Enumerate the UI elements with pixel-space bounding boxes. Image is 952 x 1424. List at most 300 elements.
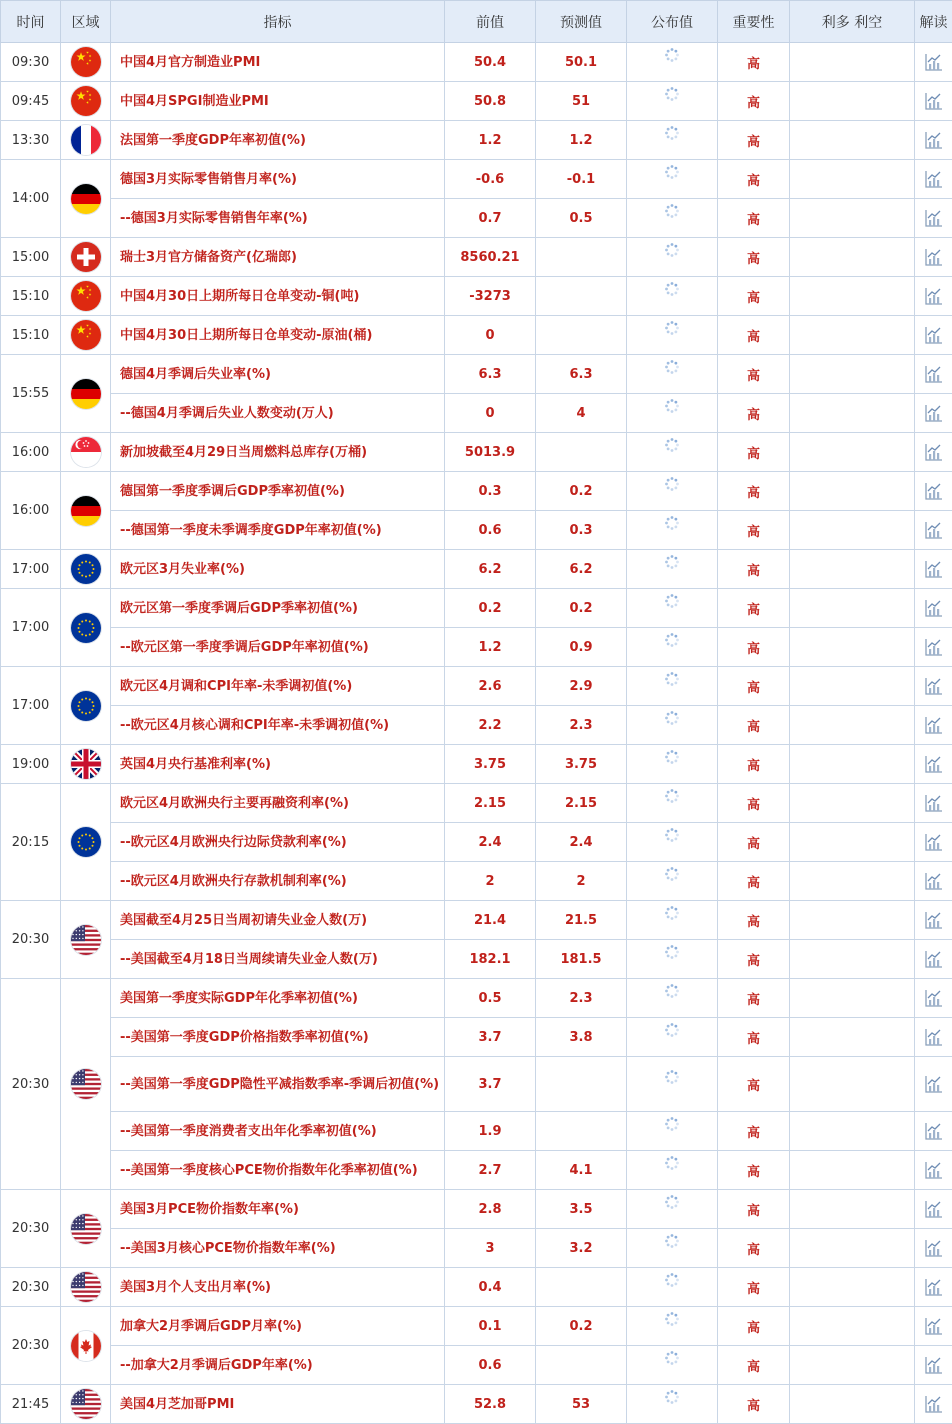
importance-value: 高 bbox=[718, 160, 790, 199]
importance-value: 高 bbox=[718, 355, 790, 394]
region-cell bbox=[61, 238, 111, 277]
chart-icon[interactable] bbox=[924, 52, 944, 72]
previous-value: 0.1 bbox=[445, 1307, 536, 1346]
impact-cell bbox=[790, 940, 915, 979]
analysis-cell bbox=[915, 238, 952, 277]
importance-value: 高 bbox=[718, 43, 790, 82]
chart-icon[interactable] bbox=[924, 442, 944, 462]
event-time: 20:30 bbox=[1, 901, 61, 979]
indicator-name[interactable]: 中国4月30日上期所每日仓单变动-铜(吨) bbox=[111, 277, 445, 316]
actual-value bbox=[627, 1190, 718, 1229]
previous-value: 2.8 bbox=[445, 1190, 536, 1229]
forecast-value bbox=[536, 316, 627, 355]
analysis-cell bbox=[915, 628, 952, 667]
flag-euro-area-icon bbox=[71, 554, 101, 584]
analysis-cell bbox=[915, 1268, 952, 1307]
actual-value bbox=[627, 472, 718, 511]
indicator-name[interactable]: --欧元区第一季度季调后GDP年率初值(%) bbox=[111, 628, 445, 667]
chart-icon[interactable] bbox=[924, 1121, 944, 1141]
chart-icon[interactable] bbox=[924, 1394, 944, 1414]
loading-spinner-icon bbox=[664, 242, 680, 258]
analysis-cell bbox=[915, 667, 952, 706]
calendar-body bbox=[1, 43, 952, 1424]
event-time: 21:45 bbox=[1, 1385, 61, 1424]
event-time: 14:00 bbox=[1, 160, 61, 238]
loading-spinner-icon bbox=[664, 593, 680, 609]
forecast-value: 21.5 bbox=[536, 901, 627, 940]
chart-icon[interactable] bbox=[924, 325, 944, 345]
region-cell bbox=[61, 901, 111, 979]
loading-spinner-icon bbox=[664, 632, 680, 648]
forecast-value: 4 bbox=[536, 394, 627, 433]
importance-value: 高 bbox=[718, 589, 790, 628]
event-time: 17:00 bbox=[1, 550, 61, 589]
actual-value bbox=[627, 238, 718, 277]
actual-value bbox=[627, 1112, 718, 1151]
previous-value: 1.9 bbox=[445, 1112, 536, 1151]
region-cell bbox=[61, 43, 111, 82]
chart-icon[interactable] bbox=[924, 364, 944, 384]
chart-icon[interactable] bbox=[924, 1316, 944, 1336]
region-cell bbox=[61, 589, 111, 667]
header-time: 时间 bbox=[1, 1, 61, 43]
importance-value: 高 bbox=[718, 1346, 790, 1385]
analysis-cell bbox=[915, 1346, 952, 1385]
importance-value: 高 bbox=[718, 199, 790, 238]
forecast-value: 53 bbox=[536, 1385, 627, 1424]
region-cell bbox=[61, 355, 111, 433]
chart-icon[interactable] bbox=[924, 169, 944, 189]
analysis-cell bbox=[915, 121, 952, 160]
loading-spinner-icon bbox=[664, 1194, 680, 1210]
header-forecast: 预测值 bbox=[536, 1, 627, 43]
indicator-name[interactable]: --欧元区4月欧洲央行边际贷款利率(%) bbox=[111, 823, 445, 862]
previous-value: 3.75 bbox=[445, 745, 536, 784]
flag-uk-icon bbox=[71, 749, 101, 779]
importance-value: 高 bbox=[718, 1018, 790, 1057]
loading-spinner-icon bbox=[664, 866, 680, 882]
impact-cell bbox=[790, 706, 915, 745]
indicator-name[interactable]: 欧元区4月欧洲央行主要再融资利率(%) bbox=[111, 784, 445, 823]
chart-icon[interactable] bbox=[924, 871, 944, 891]
impact-cell bbox=[790, 277, 915, 316]
loading-spinner-icon bbox=[664, 749, 680, 765]
table-row bbox=[1, 1346, 952, 1385]
actual-value bbox=[627, 784, 718, 823]
previous-value: 0.6 bbox=[445, 1346, 536, 1385]
header-row bbox=[1, 1, 952, 43]
chart-icon[interactable] bbox=[924, 208, 944, 228]
loading-spinner-icon bbox=[664, 827, 680, 843]
previous-value: 1.2 bbox=[445, 121, 536, 160]
event-time: 15:00 bbox=[1, 238, 61, 277]
previous-value: -0.6 bbox=[445, 160, 536, 199]
indicator-name[interactable]: --美国3月核心PCE物价指数年率(%) bbox=[111, 1229, 445, 1268]
importance-value: 高 bbox=[718, 745, 790, 784]
importance-value: 高 bbox=[718, 316, 790, 355]
chart-icon[interactable] bbox=[924, 1160, 944, 1180]
chart-icon[interactable] bbox=[924, 91, 944, 111]
indicator-name[interactable]: --德国4月季调后失业人数变动(万人) bbox=[111, 394, 445, 433]
region-cell bbox=[61, 277, 111, 316]
actual-value bbox=[627, 316, 718, 355]
analysis-cell bbox=[915, 862, 952, 901]
header-importance: 重要性 bbox=[718, 1, 790, 43]
importance-value: 高 bbox=[718, 1268, 790, 1307]
impact-cell bbox=[790, 784, 915, 823]
table-row bbox=[1, 277, 952, 316]
region-cell bbox=[61, 160, 111, 238]
indicator-name[interactable]: 法国第一季度GDP年率初值(%) bbox=[111, 121, 445, 160]
chart-icon[interactable] bbox=[924, 247, 944, 267]
actual-value bbox=[627, 82, 718, 121]
chart-icon[interactable] bbox=[924, 130, 944, 150]
indicator-name[interactable]: 美国3月个人支出月率(%) bbox=[111, 1268, 445, 1307]
table-row bbox=[1, 1018, 952, 1057]
chart-icon[interactable] bbox=[924, 559, 944, 579]
analysis-cell bbox=[915, 1385, 952, 1424]
loading-spinner-icon bbox=[664, 671, 680, 687]
impact-cell bbox=[790, 667, 915, 706]
importance-value: 高 bbox=[718, 1112, 790, 1151]
region-cell bbox=[61, 1307, 111, 1385]
forecast-value: 2.4 bbox=[536, 823, 627, 862]
impact-cell bbox=[790, 199, 915, 238]
table-row bbox=[1, 1190, 952, 1229]
impact-cell bbox=[790, 1307, 915, 1346]
region-cell bbox=[61, 745, 111, 784]
analysis-cell bbox=[915, 316, 952, 355]
loading-spinner-icon bbox=[664, 125, 680, 141]
previous-value: 21.4 bbox=[445, 901, 536, 940]
previous-value: 52.8 bbox=[445, 1385, 536, 1424]
analysis-cell bbox=[915, 940, 952, 979]
previous-value: 6.2 bbox=[445, 550, 536, 589]
event-time: 20:30 bbox=[1, 1307, 61, 1385]
indicator-name[interactable]: 美国第一季度实际GDP年化季率初值(%) bbox=[111, 979, 445, 1018]
actual-value bbox=[627, 160, 718, 199]
actual-value bbox=[627, 823, 718, 862]
indicator-name[interactable]: --德国第一季度未季调季度GDP年率初值(%) bbox=[111, 511, 445, 550]
indicator-name[interactable]: 美国截至4月25日当周初请失业金人数(万) bbox=[111, 901, 445, 940]
flag-germany-icon bbox=[71, 496, 101, 526]
analysis-cell bbox=[915, 394, 952, 433]
analysis-cell bbox=[915, 589, 952, 628]
importance-value: 高 bbox=[718, 238, 790, 277]
event-time: 20:30 bbox=[1, 979, 61, 1190]
forecast-value: 0.2 bbox=[536, 1307, 627, 1346]
table-row bbox=[1, 433, 952, 472]
forecast-value: 1.2 bbox=[536, 121, 627, 160]
table-row bbox=[1, 1057, 952, 1112]
chart-icon[interactable] bbox=[924, 832, 944, 852]
importance-value: 高 bbox=[718, 784, 790, 823]
importance-value: 高 bbox=[718, 1307, 790, 1346]
indicator-name[interactable]: --美国第一季度GDP隐性平减指数季率-季调后初值(%) bbox=[111, 1057, 445, 1112]
previous-value: 2 bbox=[445, 862, 536, 901]
analysis-cell bbox=[915, 277, 952, 316]
flag-usa-icon bbox=[71, 1272, 101, 1302]
table-row bbox=[1, 823, 952, 862]
forecast-value bbox=[536, 238, 627, 277]
event-time: 15:10 bbox=[1, 277, 61, 316]
forecast-value: 2.9 bbox=[536, 667, 627, 706]
chart-icon[interactable] bbox=[924, 1199, 944, 1219]
impact-cell bbox=[790, 316, 915, 355]
forecast-value bbox=[536, 1268, 627, 1307]
indicator-name[interactable]: 欧元区4月调和CPI年率-未季调初值(%) bbox=[111, 667, 445, 706]
previous-value: 5013.9 bbox=[445, 433, 536, 472]
previous-value: 0.3 bbox=[445, 472, 536, 511]
forecast-value bbox=[536, 1346, 627, 1385]
actual-value bbox=[627, 1057, 718, 1112]
region-cell bbox=[61, 316, 111, 355]
forecast-value bbox=[536, 1057, 627, 1112]
analysis-cell bbox=[915, 979, 952, 1018]
table-row bbox=[1, 979, 952, 1018]
chart-icon[interactable] bbox=[924, 481, 944, 501]
flag-usa-icon bbox=[71, 925, 101, 955]
analysis-cell bbox=[915, 511, 952, 550]
table-row bbox=[1, 160, 952, 199]
impact-cell bbox=[790, 1112, 915, 1151]
loading-spinner-icon bbox=[664, 281, 680, 297]
header-actual: 公布值 bbox=[627, 1, 718, 43]
loading-spinner-icon bbox=[664, 1116, 680, 1132]
loading-spinner-icon bbox=[664, 1350, 680, 1366]
loading-spinner-icon bbox=[664, 203, 680, 219]
indicator-name[interactable]: 欧元区3月失业率(%) bbox=[111, 550, 445, 589]
chart-icon[interactable] bbox=[924, 1355, 944, 1375]
analysis-cell bbox=[915, 745, 952, 784]
impact-cell bbox=[790, 82, 915, 121]
forecast-value: 6.2 bbox=[536, 550, 627, 589]
actual-value bbox=[627, 862, 718, 901]
forecast-value: 51 bbox=[536, 82, 627, 121]
table-row bbox=[1, 121, 952, 160]
region-cell bbox=[61, 979, 111, 1190]
impact-cell bbox=[790, 979, 915, 1018]
chart-icon[interactable] bbox=[924, 676, 944, 696]
indicator-name[interactable]: 德国第一季度季调后GDP季率初值(%) bbox=[111, 472, 445, 511]
table-row bbox=[1, 394, 952, 433]
event-time: 09:45 bbox=[1, 82, 61, 121]
previous-value: 1.2 bbox=[445, 628, 536, 667]
importance-value: 高 bbox=[718, 1151, 790, 1190]
event-time: 09:30 bbox=[1, 43, 61, 82]
forecast-value: 3.8 bbox=[536, 1018, 627, 1057]
previous-value: 2.2 bbox=[445, 706, 536, 745]
region-cell bbox=[61, 82, 111, 121]
flag-euro-area-icon bbox=[71, 691, 101, 721]
forecast-value: 50.1 bbox=[536, 43, 627, 82]
indicator-name[interactable]: 瑞士3月官方储备资产(亿瑞郎) bbox=[111, 238, 445, 277]
previous-value: -3273 bbox=[445, 277, 536, 316]
importance-value: 高 bbox=[718, 82, 790, 121]
importance-value: 高 bbox=[718, 472, 790, 511]
indicator-name[interactable]: --美国第一季度GDP价格指数季率初值(%) bbox=[111, 1018, 445, 1057]
region-cell bbox=[61, 1190, 111, 1268]
region-cell bbox=[61, 550, 111, 589]
region-cell bbox=[61, 667, 111, 745]
flag-germany-icon bbox=[71, 379, 101, 409]
analysis-cell bbox=[915, 1057, 952, 1112]
indicator-name[interactable]: 德国3月实际零售销售月率(%) bbox=[111, 160, 445, 199]
loading-spinner-icon bbox=[664, 983, 680, 999]
actual-value bbox=[627, 433, 718, 472]
flag-usa-icon bbox=[71, 1069, 101, 1099]
forecast-value: 4.1 bbox=[536, 1151, 627, 1190]
region-cell bbox=[61, 1268, 111, 1307]
impact-cell bbox=[790, 1018, 915, 1057]
indicator-name[interactable]: 美国4月芝加哥PMI bbox=[111, 1385, 445, 1424]
previous-value: 50.8 bbox=[445, 82, 536, 121]
impact-cell bbox=[790, 550, 915, 589]
importance-value: 高 bbox=[718, 667, 790, 706]
chart-icon[interactable] bbox=[924, 793, 944, 813]
indicator-name[interactable]: --加拿大2月季调后GDP年率(%) bbox=[111, 1346, 445, 1385]
indicator-name[interactable]: 中国4月官方制造业PMI bbox=[111, 43, 445, 82]
loading-spinner-icon bbox=[664, 320, 680, 336]
indicator-name[interactable]: --美国截至4月18日当周续请失业金人数(万) bbox=[111, 940, 445, 979]
chart-icon[interactable] bbox=[924, 715, 944, 735]
forecast-value: 0.2 bbox=[536, 589, 627, 628]
table-row bbox=[1, 940, 952, 979]
analysis-cell bbox=[915, 43, 952, 82]
impact-cell bbox=[790, 43, 915, 82]
actual-value bbox=[627, 355, 718, 394]
chart-icon[interactable] bbox=[924, 286, 944, 306]
importance-value: 高 bbox=[718, 1190, 790, 1229]
forecast-value: 0.3 bbox=[536, 511, 627, 550]
loading-spinner-icon bbox=[664, 476, 680, 492]
chart-icon[interactable] bbox=[924, 1277, 944, 1297]
indicator-name[interactable]: 美国3月PCE物价指数年率(%) bbox=[111, 1190, 445, 1229]
forecast-value: 2.3 bbox=[536, 979, 627, 1018]
indicator-name[interactable]: --欧元区4月欧洲央行存款机制利率(%) bbox=[111, 862, 445, 901]
indicator-name[interactable]: 新加坡截至4月29日当周燃料总库存(万桶) bbox=[111, 433, 445, 472]
chart-icon[interactable] bbox=[924, 1238, 944, 1258]
actual-value bbox=[627, 277, 718, 316]
impact-cell bbox=[790, 823, 915, 862]
analysis-cell bbox=[915, 82, 952, 121]
importance-value: 高 bbox=[718, 277, 790, 316]
previous-value: 3.7 bbox=[445, 1057, 536, 1112]
event-time: 17:00 bbox=[1, 667, 61, 745]
previous-value: 2.15 bbox=[445, 784, 536, 823]
analysis-cell bbox=[915, 160, 952, 199]
actual-value bbox=[627, 43, 718, 82]
indicator-name[interactable]: --欧元区4月核心调和CPI年率-未季调初值(%) bbox=[111, 706, 445, 745]
indicator-name[interactable]: 中国4月SPGI制造业PMI bbox=[111, 82, 445, 121]
impact-cell bbox=[790, 1057, 915, 1112]
previous-value: 50.4 bbox=[445, 43, 536, 82]
previous-value: 0 bbox=[445, 394, 536, 433]
loading-spinner-icon bbox=[664, 398, 680, 414]
previous-value: 3 bbox=[445, 1229, 536, 1268]
chart-icon[interactable] bbox=[924, 520, 944, 540]
indicator-name[interactable]: 欧元区第一季度季调后GDP季率初值(%) bbox=[111, 589, 445, 628]
previous-value: 182.1 bbox=[445, 940, 536, 979]
loading-spinner-icon bbox=[664, 710, 680, 726]
impact-cell bbox=[790, 1346, 915, 1385]
previous-value: 0.4 bbox=[445, 1268, 536, 1307]
chart-icon[interactable] bbox=[924, 910, 944, 930]
table-row bbox=[1, 862, 952, 901]
indicator-name[interactable]: --德国3月实际零售销售年率(%) bbox=[111, 199, 445, 238]
importance-value: 高 bbox=[718, 862, 790, 901]
chart-icon[interactable] bbox=[924, 754, 944, 774]
importance-value: 高 bbox=[718, 628, 790, 667]
event-time: 15:10 bbox=[1, 316, 61, 355]
table-row bbox=[1, 1229, 952, 1268]
table-row bbox=[1, 628, 952, 667]
forecast-value: 2.3 bbox=[536, 706, 627, 745]
chart-icon[interactable] bbox=[924, 949, 944, 969]
region-cell bbox=[61, 1385, 111, 1424]
flag-switzerland-icon bbox=[71, 242, 101, 272]
indicator-name[interactable]: 加拿大2月季调后GDP月率(%) bbox=[111, 1307, 445, 1346]
chart-icon[interactable] bbox=[924, 637, 944, 657]
impact-cell bbox=[790, 1385, 915, 1424]
impact-cell bbox=[790, 1229, 915, 1268]
indicator-name[interactable]: 中国4月30日上期所每日仓单变动-原油(桶) bbox=[111, 316, 445, 355]
event-time: 13:30 bbox=[1, 121, 61, 160]
actual-value bbox=[627, 901, 718, 940]
event-time: 20:15 bbox=[1, 784, 61, 901]
event-time: 17:00 bbox=[1, 589, 61, 667]
analysis-cell bbox=[915, 472, 952, 511]
chart-icon[interactable] bbox=[924, 1027, 944, 1047]
loading-spinner-icon bbox=[664, 437, 680, 453]
importance-value: 高 bbox=[718, 706, 790, 745]
actual-value bbox=[627, 1268, 718, 1307]
table-row bbox=[1, 745, 952, 784]
chart-icon[interactable] bbox=[924, 988, 944, 1008]
forecast-value bbox=[536, 277, 627, 316]
loading-spinner-icon bbox=[664, 1233, 680, 1249]
impact-cell bbox=[790, 472, 915, 511]
actual-value bbox=[627, 1346, 718, 1385]
flag-france-icon bbox=[71, 125, 101, 155]
chart-icon[interactable] bbox=[924, 1074, 944, 1094]
analysis-cell bbox=[915, 1190, 952, 1229]
analysis-cell bbox=[915, 199, 952, 238]
loading-spinner-icon bbox=[664, 359, 680, 375]
actual-value bbox=[627, 550, 718, 589]
impact-cell bbox=[790, 628, 915, 667]
impact-cell bbox=[790, 433, 915, 472]
loading-spinner-icon bbox=[664, 515, 680, 531]
indicator-name[interactable]: 德国4月季调后失业率(%) bbox=[111, 355, 445, 394]
event-time: 15:55 bbox=[1, 355, 61, 433]
table-row bbox=[1, 706, 952, 745]
indicator-name[interactable]: --美国第一季度核心PCE物价指数年化季率初值(%) bbox=[111, 1151, 445, 1190]
forecast-value: 181.5 bbox=[536, 940, 627, 979]
table-row bbox=[1, 43, 952, 82]
previous-value: 0.7 bbox=[445, 199, 536, 238]
importance-value: 高 bbox=[718, 394, 790, 433]
loading-spinner-icon bbox=[664, 86, 680, 102]
previous-value: 0.6 bbox=[445, 511, 536, 550]
table-row bbox=[1, 355, 952, 394]
chart-icon[interactable] bbox=[924, 403, 944, 423]
indicator-name[interactable]: --美国第一季度消费者支出年化季率初值(%) bbox=[111, 1112, 445, 1151]
actual-value bbox=[627, 667, 718, 706]
indicator-name[interactable]: 英国4月央行基准利率(%) bbox=[111, 745, 445, 784]
chart-icon[interactable] bbox=[924, 598, 944, 618]
impact-cell bbox=[790, 745, 915, 784]
